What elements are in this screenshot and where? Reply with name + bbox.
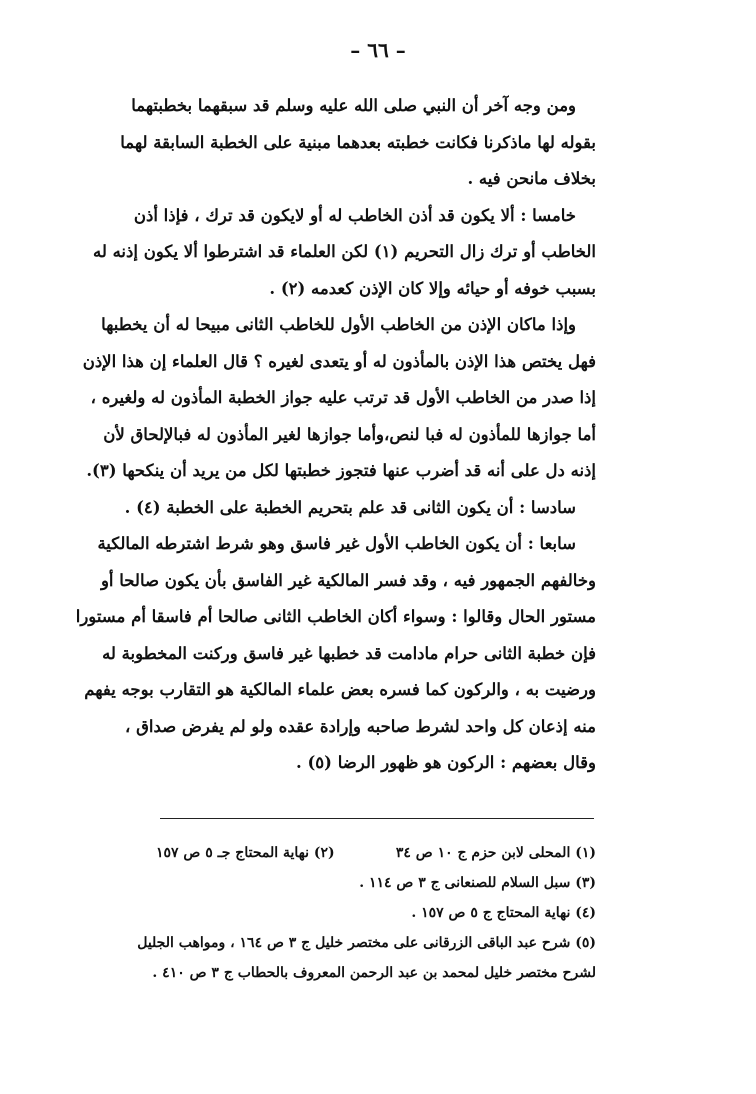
footnote-2: (٢) نهاية المحتاج جـ ٥ ص ١٥٧: [156, 845, 335, 861]
text-line: وقال بعضهم : الركون هو ظهور الرضا (٥) .: [295, 753, 596, 772]
text-line: ورضيت به ، والركون كما فسره بعض علماء المالكية هو التقارب بوجه يفهم: [84, 680, 596, 699]
footnote-3: (٣) سبل السلام للصنعانى ج ٣ ص ١١٤ .: [359, 875, 596, 891]
footnote-4: (٤) نهاية المحتاج ج ٥ ص ١٥٧ .: [411, 905, 596, 921]
text-line: أما جوازها للمأذون له فبا لنص،وأما جوازها لغير المأذون له فبالإلحاق لأن: [103, 424, 596, 444]
footnotes: [137, 838, 596, 988]
text-line: سابعا : أن يكون الخاطب الأول غير فاسق وهو شرط اشترطه المالكية: [97, 534, 576, 553]
text-line: بسبب خوفه أو حيائه وإلا كان الإذن كعدمه (٢) .: [269, 278, 596, 298]
footnote-5-continuation: لشرح مختصر خليل لمحمد بن عبد الرحمن المعروف بالحطاب ج ٣ ص ٤١٠ .: [152, 965, 596, 981]
page-number: – ٦٦ –: [350, 38, 406, 62]
text-line: خامسا : ألا يكون قد أذن الخاطب له أو لايكون قد ترك ، فإذا أذن: [133, 205, 576, 225]
text-line: بخلاف مانحن فيه .: [467, 169, 596, 188]
text-line: إذنه دل على أنه قد أضرب عنها فتجوز خطبتها لكل من يريد أن ينكحها (٣).: [86, 461, 596, 480]
main-text: [75, 88, 596, 782]
text-line: وخالفهم الجمهور فيه ، وقد فسر المالكية غير الفاسق بأن يكون صالحا أو: [100, 570, 596, 590]
text-line: ومن وجه آخر أن النبي صلى الله عليه وسلم قد سبقهما بخطبتهما: [131, 96, 576, 115]
text-line: إذا صدر من الخاطب الأول قد ترتب عليه جواز الخطبة المأذون له ولغيره ،: [90, 388, 596, 407]
text-line: فإن خطبة الثانى حرام مادامت قد خطبها غير فاسق وركنت المخطوبة له: [102, 643, 596, 663]
text-line: الخاطب أو ترك زال التحريم (١) لكن العلماء قد اشترطوا ألا يكون إذنه له: [92, 242, 596, 261]
footnote-1: (١) المحلى لابن حزم ج ١٠ ص ٣٤: [395, 845, 596, 861]
text-line: مستور الحال وقالوا : وسواء أكان الخاطب الثانى صالحا أم فاسقا أم مستورا: [75, 607, 596, 626]
text-line: سادسا : أن يكون الثانى قد علم بتحريم الخطبة على الخطبة (٤) .: [124, 497, 576, 517]
footnote-separator: [160, 818, 594, 819]
text-line: فهل يختص هذا الإذن بالمأذون له أو يتعدى لغيره ؟ قال العلماء إن هذا الإذن: [82, 351, 596, 371]
text-line: منه إذعان كل واحد لشرط صاحبه وإرادة عقده ولو لم يفرض صداق ،: [125, 716, 596, 736]
text-line: وإذا ماكان الإذن من الخاطب الأول للخاطب الثانى مبيحا له أن يخطبها: [101, 315, 576, 334]
text-line: بقوله لها ماذكرنا فكانت خطبته بعدهما مبنية على الخطبة السابقة لهما: [120, 132, 596, 152]
footnote-5: (٥) شرح عبد الباقى الزرقانى على مختصر خليل ج ٣ ص ١٦٤ ، ومواهب الجليل: [137, 935, 596, 951]
footnote-row: [156, 838, 596, 868]
